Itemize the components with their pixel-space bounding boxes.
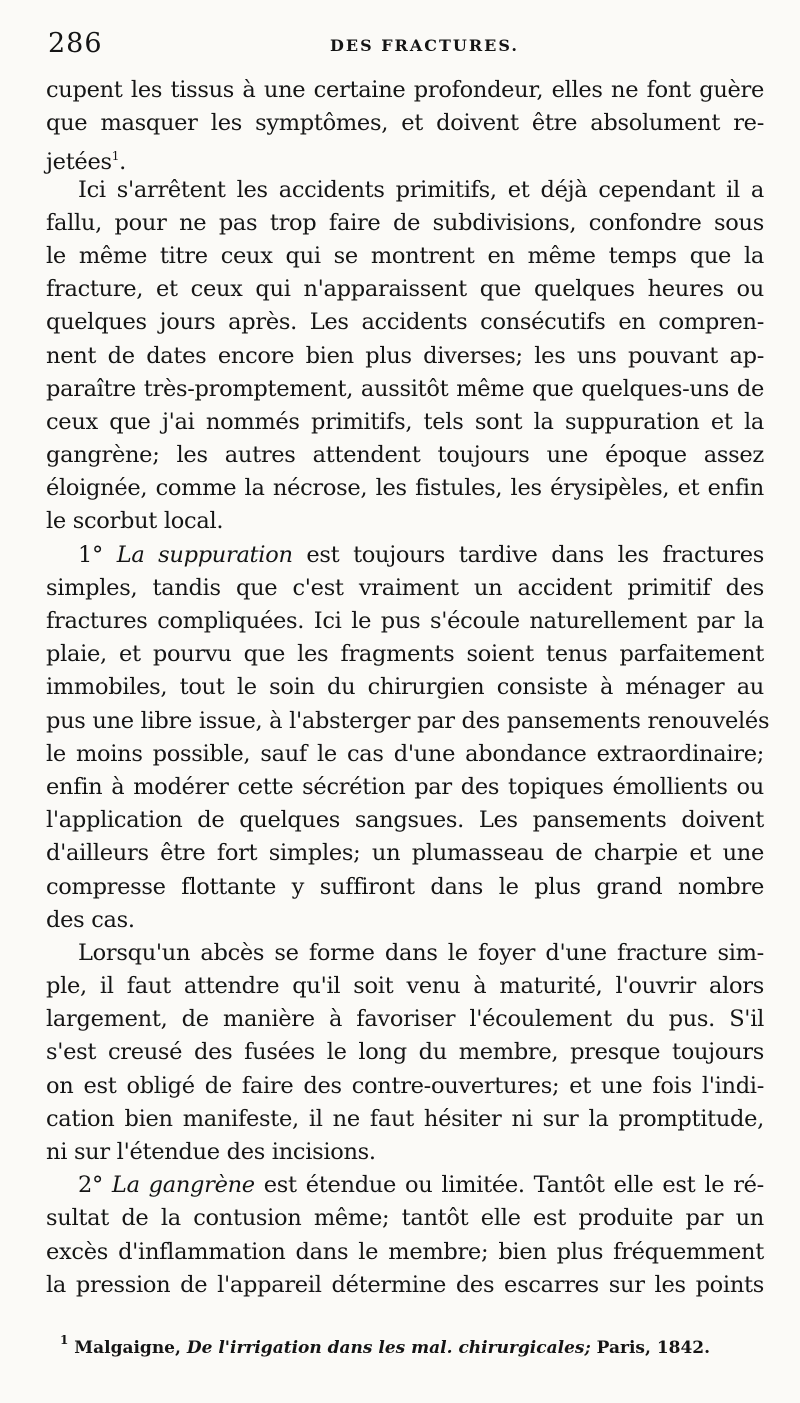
text-line: pus une libre issue, à l'absterger par des pansements renouvelés: [46, 707, 770, 734]
text-line: gangrène; les autres attendent toujours une époque assez: [46, 442, 764, 469]
text-line: [46, 140, 764, 176]
text-line: l'application de quelques sangsues. Les pansements doivent: [46, 807, 764, 834]
period: .: [119, 149, 126, 176]
text-line: compresse flottante y suffiront dans le plus grand nombre: [46, 873, 764, 900]
text-line: éloignée, comme la nécrose, les fistules, les érysipèles, et enfin: [46, 475, 764, 502]
text-line: enfin à modérer cette sécrétion par des topiques émollients ou: [46, 773, 764, 800]
footnote-place: Paris, 1842.: [590, 1338, 711, 1358]
text-line: cupent les tissus à une certaine profondeur, elles ne font guère: [46, 77, 764, 103]
text-line: cation bien manifeste, il ne faut hésiter ni sur la promptitude,: [46, 1105, 764, 1132]
text-line-content: est toujours tardive dans les fractures: [292, 541, 764, 568]
text-line: ni sur l'étendue des incisions.: [46, 1139, 376, 1165]
text-line: excès d'inflammation dans le membre; bien plus fréquemment: [46, 1238, 764, 1265]
text-line: largement, de manière à favoriser l'écoulement du pus. S'il: [46, 1006, 764, 1033]
body-text: [46, 74, 770, 1302]
text-line: fractures compliquées. Ici le pus s'écoule naturellement par la: [46, 608, 764, 634]
text-line: simples, tandis que c'est vraiment un accident primitif des: [46, 574, 764, 601]
footnote: [60, 1333, 760, 1358]
text-line: [46, 539, 764, 572]
text-line: [46, 1169, 764, 1202]
text-line: s'est creusé des fusées le long du membre, presque toujours: [46, 1039, 764, 1066]
section-number: 1°: [78, 541, 117, 568]
text-line-content: est étendue ou limitée. Tantôt elle est le ré-: [254, 1172, 764, 1199]
text-line: immobiles, tout le soin du chirurgien consiste à ménager au: [46, 674, 764, 701]
footnote-reference: 1: [111, 149, 120, 164]
text-line: le moins possible, sauf le cas d'une abondance extraordinaire;: [46, 740, 764, 767]
page-number: 286: [48, 28, 103, 59]
text-line: plaie, et pourvu que les fragments soient tenus parfaitement: [46, 641, 764, 668]
text-line: que masquer les symptômes, et doivent être absolument re-: [46, 110, 764, 137]
text-line: nent de dates encore bien plus diverses; les uns pouvant ap-: [46, 342, 764, 369]
running-head: DES FRACTURES.: [330, 36, 519, 55]
text-line: quelques jours après. Les accidents consécutifs en compren-: [46, 309, 764, 336]
text-line: fallu, pour ne pas trop faire de subdivisions, confondre sous: [46, 209, 764, 236]
page-header: [48, 28, 760, 68]
section-number: 2°: [78, 1172, 112, 1199]
text-line: ple, il faut attendre qu'il soit venu à maturité, l'ouvrir alors: [46, 973, 764, 1000]
footnote-marker: 1: [60, 1333, 69, 1347]
text-line: on est obligé de faire des contre-ouvertures; et une fois l'indi-: [46, 1072, 764, 1099]
text-line: le même titre ceux qui se montrent en même temps que la: [46, 242, 764, 269]
text-line: paraître très-promptement, aussitôt même que quelques-uns de: [46, 375, 764, 402]
text-line: le scorbut local.: [46, 508, 224, 535]
text-line: la pression de l'appareil détermine des escarres sur les points: [46, 1271, 764, 1298]
text-line: des cas.: [46, 906, 135, 933]
text-line: fracture, et ceux qui n'apparaissent que quelques heures ou: [46, 276, 764, 303]
text-line: d'ailleurs être fort simples; un plumasseau de charpie et une: [46, 840, 764, 867]
text-line-content: jetées: [46, 149, 112, 176]
text-line: sultat de la contusion même; tantôt elle est produite par un: [46, 1205, 764, 1232]
text-line: Lorsqu'un abcès se forme dans le foyer d'une fracture sim-: [78, 939, 764, 966]
footnote-author: Malgaigne,: [74, 1338, 187, 1358]
section-title: La gangrène: [111, 1172, 255, 1199]
section-title: La suppuration: [116, 541, 293, 568]
footnote-title: De l'irrigation dans les mal. chirurgicales;: [186, 1338, 591, 1358]
text-line: ceux que j'ai nommés primitifs, tels sont la suppuration et la: [46, 408, 764, 435]
text-line: Ici s'arrêtent les accidents primitifs, et déjà cependant il a: [78, 176, 764, 203]
